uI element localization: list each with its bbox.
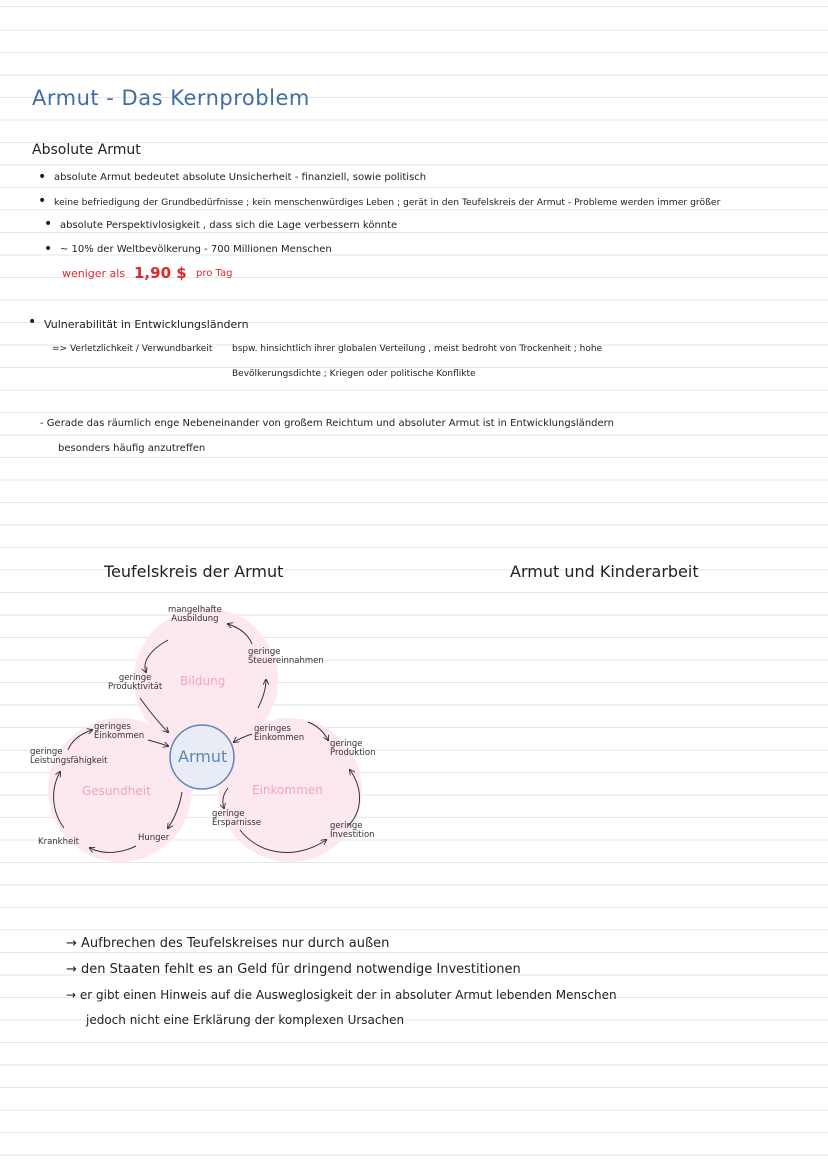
label-geringe-steuereinnahmen: geringe Steuereinnahmen	[248, 647, 324, 666]
bullet-dot: •	[38, 169, 47, 185]
conclusion-2: → den Staaten fehlt es an Geld für dringend notwendige Investitionen	[66, 962, 521, 977]
label-geringe-ersparnisse: geringe Ersparnisse	[212, 809, 262, 828]
bullet-text: keine befriedigung der Grundbedürfnisse ; kein menschenwürdiges Leben ; gerät in den Teufelskreis der Armut - Probleme werden immer größer	[54, 197, 721, 208]
bullet-dot: •	[44, 241, 53, 257]
money-suffix: pro Tag	[196, 268, 233, 279]
label-geringe-produktivitaet: geringe Produktivität	[108, 673, 163, 692]
bullet-dot: •	[28, 314, 37, 330]
center-label-armut: Armut	[178, 747, 228, 766]
conclusion-4: jedoch nicht eine Erklärung der komplexen Ursachen	[86, 1013, 405, 1027]
circle-label-gesundheit: Gesundheit	[82, 784, 151, 798]
diagram-title: Teufelskreis der Armut	[104, 562, 284, 581]
circle-label-einkommen: Einkommen	[252, 783, 323, 797]
label-mangelhafte-ausbildung: mangelhafte Ausbildung	[168, 605, 222, 624]
vulnerability-detail-line1: bspw. hinsichtlich ihrer globalen Verteilung , meist bedroht von Trockenheit ; hohe	[232, 344, 603, 354]
conclusion-1: → Aufbrechen des Teufelskreises nur durch außen	[66, 936, 390, 951]
note-line2: besonders häufig anzutreffen	[58, 443, 206, 454]
page-title: Armut - Das Kernproblem	[32, 86, 310, 110]
bullet-text: absolute Perspektivlosigkeit , dass sich die Lage verbessern könnte	[60, 220, 398, 231]
label-geringes-einkommen-left: geringes Einkommen	[94, 722, 145, 741]
label-geringe-leistungsfaehigkeit: geringe Leistungsfähigkeit	[30, 747, 108, 766]
bullet-text: ~ 10% der Weltbevölkerung - 700 Millionen Menschen	[60, 244, 332, 255]
label-geringe-produktion: geringe Produktion	[330, 739, 376, 758]
label-hunger: Hunger	[138, 833, 170, 843]
section-heading-absolute-poverty: Absolute Armut	[32, 142, 141, 158]
kinderarbeit-heading: Armut und Kinderarbeit	[510, 562, 699, 581]
money-prefix: weniger als	[62, 267, 126, 280]
conclusion-3: → er gibt einen Hinweis auf die Ausweglosigkeit der in absoluter Armut lebenden Menschen	[66, 988, 617, 1002]
vulnerability-detail-line2: Bevölkerungsdichte ; Kriegen oder politische Konflikte	[232, 369, 476, 379]
bullet-text: absolute Armut bedeutet absolute Unsicherheit - finanziell, sowie politisch	[54, 172, 427, 183]
label-geringe-investition: geringe Investition	[330, 821, 375, 840]
label-krankheit: Krankheit	[38, 837, 79, 847]
note-line1: - Gerade das räumlich enge Nebeneinander von großem Reichtum und absoluter Armut ist in Entwicklungsländern	[40, 418, 614, 429]
bullet-dot: •	[44, 216, 53, 232]
section-heading-vulnerability: Vulnerabilität in Entwicklungsländern	[44, 318, 249, 331]
money-amount: 1,90 $	[134, 264, 187, 282]
vulnerability-definition: => Verletzlichkeit / Verwundbarkeit	[52, 344, 213, 354]
circle-label-bildung: Bildung	[180, 674, 226, 688]
bullet-dot: •	[38, 193, 47, 209]
label-geringes-einkommen-right: geringes Einkommen	[254, 724, 305, 743]
